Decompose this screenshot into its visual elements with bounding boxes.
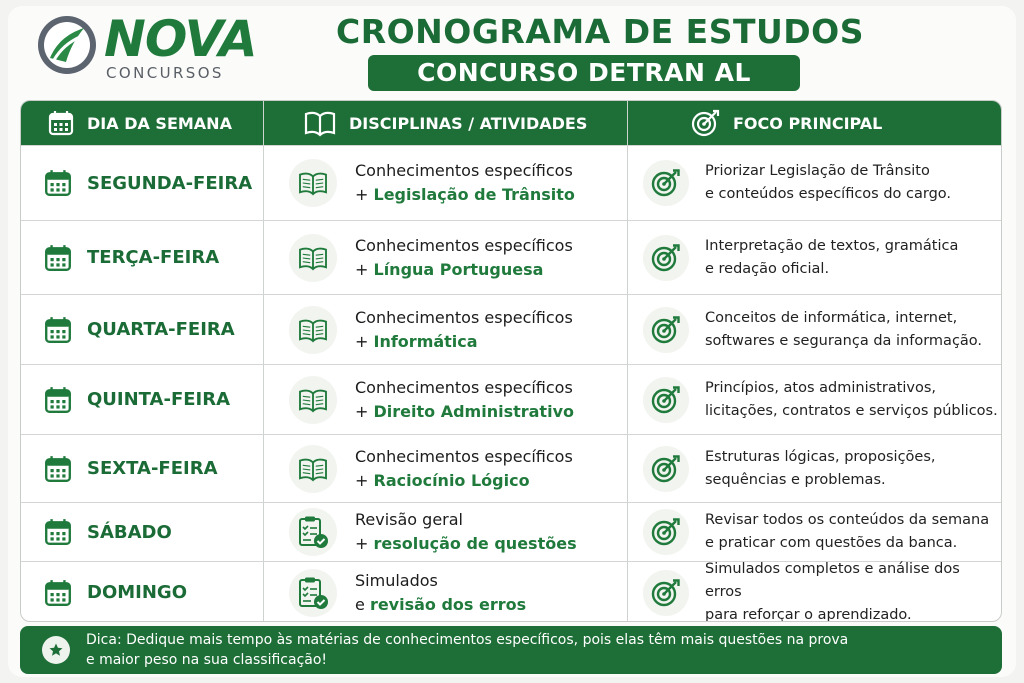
calendar-icon — [43, 385, 73, 415]
focus-cell — [643, 562, 1001, 622]
tip-line-2: e maior peso na sua classificação! — [86, 652, 328, 668]
focus-line-2: softwares e segurança da informação. — [705, 332, 983, 349]
book-icon — [296, 170, 330, 196]
day-label: QUARTA-FEIRA — [87, 319, 235, 340]
page-title: CRONOGRAMA DE ESTUDOS — [335, 12, 864, 51]
discipline-highlight: Legislação de Trânsito — [373, 185, 575, 204]
focus-cell — [643, 503, 989, 561]
discipline-cell — [289, 146, 575, 220]
focus-icon-badge — [643, 377, 689, 423]
focus-text — [705, 377, 998, 423]
discipline-line-1: Simulados — [355, 570, 438, 590]
day-label: TERÇA-FEIRA — [87, 247, 220, 268]
tip-line-1: Dica: Dedique mais tempo às matérias de conhecimentos específicos, pois elas têm mais questões na prova — [86, 632, 849, 648]
focus-text — [705, 307, 982, 353]
brand-logo — [36, 10, 257, 86]
discipline-highlight: Direito Administrativo — [373, 401, 574, 421]
calendar-icon — [47, 109, 75, 137]
focus-icon-badge — [643, 307, 689, 353]
focus-cell — [643, 365, 998, 434]
discipline-line-1: Conhecimentos específicos — [355, 161, 573, 180]
discipline-line-1: Conhecimentos específicos — [355, 307, 573, 327]
focus-line-2: e conteúdos específicos do cargo. — [705, 186, 952, 202]
discipline-highlight: revisão dos erros — [369, 594, 527, 614]
book-icon — [296, 245, 330, 271]
day-cell — [43, 365, 230, 434]
checklist-icon — [297, 576, 329, 610]
checklist-icon — [297, 515, 329, 549]
schedule-table — [20, 100, 1002, 622]
tip-text — [86, 630, 848, 670]
discipline-highlight: Língua Portuguesa — [373, 259, 544, 279]
discipline-prefix: + — [355, 331, 374, 351]
day-cell — [43, 562, 187, 622]
discipline-icon-badge — [289, 306, 337, 354]
focus-text — [705, 235, 958, 281]
book-icon — [303, 109, 337, 137]
discipline-prefix: + — [355, 534, 374, 553]
discipline-prefix: + — [355, 401, 374, 421]
calendar-icon — [43, 315, 73, 345]
tip-banner — [20, 626, 1002, 674]
focus-icon-badge — [643, 570, 689, 616]
calendar-icon — [43, 578, 73, 608]
focus-line-1: Interpretação de textos, gramática — [705, 237, 959, 254]
discipline-prefix: e — [355, 594, 370, 614]
discipline-text — [355, 376, 574, 424]
column-header-focus — [691, 101, 882, 145]
discipline-icon-badge — [289, 569, 337, 617]
logo-mark-icon — [36, 14, 98, 76]
focus-line-2: e redação oficial. — [705, 260, 830, 277]
day-cell — [43, 435, 218, 502]
discipline-icon-badge — [289, 159, 337, 207]
table-row — [21, 294, 1001, 364]
focus-cell — [643, 146, 951, 220]
table-row — [21, 434, 1001, 502]
discipline-cell — [289, 562, 526, 622]
discipline-icon-badge — [289, 508, 337, 556]
focus-line-2: sequências e problemas. — [705, 471, 886, 488]
column-header-disciplines — [303, 101, 587, 145]
discipline-line-2 — [355, 258, 573, 282]
table-row — [21, 561, 1001, 622]
focus-cell — [643, 221, 958, 294]
target-icon — [651, 385, 681, 415]
focus-icon-badge — [643, 446, 689, 492]
book-icon — [296, 456, 330, 482]
focus-text — [705, 160, 951, 206]
focus-line-1: Simulados completos e análise dos erros — [705, 561, 960, 600]
page-subtitle: CONCURSO DETRAN AL — [368, 55, 800, 91]
discipline-cell — [289, 365, 574, 434]
focus-icon-badge — [643, 509, 689, 555]
discipline-text — [355, 569, 526, 617]
column-header-label: DIA DA SEMANA — [87, 113, 232, 133]
day-label: SÁBADO — [87, 521, 172, 543]
column-header-label: DISCIPLINAS / ATIVIDADES — [349, 113, 588, 133]
focus-cell — [643, 435, 936, 502]
discipline-line-2 — [355, 532, 577, 556]
discipline-line-2 — [355, 400, 574, 424]
discipline-icon-badge — [289, 234, 337, 282]
discipline-text — [355, 159, 575, 207]
discipline-line-1: Conhecimentos específicos — [355, 235, 573, 255]
focus-text — [705, 558, 1001, 622]
focus-line-1: Revisar todos os conteúdos da semana — [705, 512, 990, 528]
target-icon — [651, 517, 681, 547]
discipline-prefix: + — [355, 185, 374, 204]
discipline-icon-badge — [289, 376, 337, 424]
discipline-line-1: Conhecimentos específicos — [355, 377, 573, 397]
target-icon — [651, 315, 681, 345]
discipline-line-1: Revisão geral — [355, 510, 463, 529]
discipline-line-2 — [355, 593, 526, 617]
discipline-prefix: + — [355, 259, 374, 279]
day-label: QUINTA-FEIRA — [87, 389, 231, 410]
focus-line-2: e praticar com questões da banca. — [705, 535, 958, 551]
table-row — [21, 502, 1001, 561]
focus-line-1: Priorizar Legislação de Trânsito — [705, 163, 930, 179]
discipline-line-1: Conhecimentos específicos — [355, 446, 573, 466]
day-cell — [43, 221, 219, 294]
discipline-cell — [289, 503, 577, 561]
discipline-prefix: + — [355, 470, 374, 490]
brand-tagline: CONCURSOS — [106, 64, 224, 82]
target-icon — [651, 168, 681, 198]
focus-cell — [643, 295, 982, 364]
column-header-label: FOCO PRINCIPAL — [733, 113, 883, 133]
calendar-icon — [43, 168, 73, 198]
focus-line-1: Princípios, atos administrativos, — [705, 379, 937, 396]
target-icon — [651, 578, 681, 608]
discipline-icon-badge — [289, 445, 337, 493]
calendar-icon — [43, 517, 73, 547]
day-label: SEGUNDA-FEIRA — [87, 172, 253, 194]
discipline-highlight: Raciocínio Lógico — [373, 470, 530, 490]
book-icon — [296, 387, 330, 413]
target-icon — [651, 243, 681, 273]
focus-line-2: licitações, contratos e serviços públicos. — [705, 402, 998, 419]
focus-line-1: Estruturas lógicas, proposições, — [705, 448, 936, 465]
calendar-icon — [43, 243, 73, 273]
discipline-text — [355, 306, 573, 354]
focus-icon-badge — [643, 160, 689, 206]
discipline-text — [355, 508, 577, 556]
focus-line-2: para reforçar o aprendizado. — [705, 607, 912, 622]
column-header-day — [47, 101, 232, 145]
discipline-highlight: Informática — [373, 331, 478, 351]
focus-text — [705, 509, 989, 555]
discipline-cell — [289, 435, 573, 502]
day-cell — [43, 503, 172, 561]
brand-name: NOVA — [104, 10, 257, 68]
book-icon — [296, 317, 330, 343]
discipline-highlight: resolução de questões — [373, 534, 577, 553]
table-header — [21, 101, 1001, 145]
target-icon — [651, 454, 681, 484]
focus-line-1: Conceitos de informática, internet, — [705, 309, 958, 326]
discipline-line-2 — [355, 330, 573, 354]
day-label: SEXTA-FEIRA — [87, 458, 218, 479]
target-icon — [691, 108, 721, 138]
discipline-text — [355, 234, 573, 282]
focus-icon-badge — [643, 235, 689, 281]
star-icon — [42, 636, 70, 664]
discipline-line-2 — [355, 183, 575, 207]
day-cell — [43, 146, 252, 220]
focus-text — [705, 446, 936, 492]
table-row — [21, 364, 1001, 434]
discipline-line-2 — [355, 469, 573, 493]
day-label: DOMINGO — [87, 582, 187, 603]
discipline-cell — [289, 221, 573, 294]
table-row — [21, 220, 1001, 294]
discipline-text — [355, 445, 573, 493]
table-row — [21, 145, 1001, 220]
day-cell — [43, 295, 235, 364]
discipline-cell — [289, 295, 573, 364]
calendar-icon — [43, 454, 73, 484]
